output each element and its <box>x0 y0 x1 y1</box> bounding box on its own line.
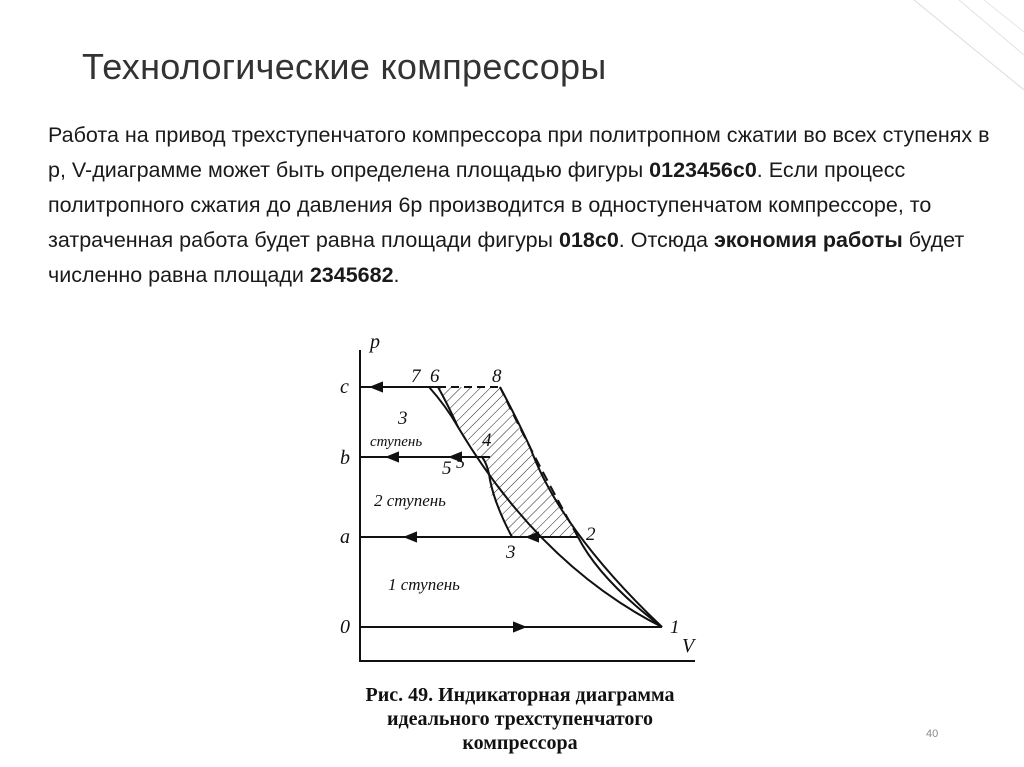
level-b: b <box>340 447 350 469</box>
point-7: 7 <box>411 366 421 387</box>
stage-1-label: 1 ступень <box>388 575 460 594</box>
caption-line-3: компрессора <box>462 732 578 754</box>
emphasis-work-savings: экономия работы <box>713 228 903 252</box>
figure-ref-2345682: 2345682 <box>309 263 394 287</box>
point-6: 6 <box>430 366 440 387</box>
point-2: 2 <box>586 524 596 545</box>
figure-ref-0123456c0: 0123456с0 <box>649 158 757 182</box>
caption-line-1: Рис. 49. Индикаторная диаграмма <box>365 684 675 706</box>
figure-ref-018c0: 018с0 <box>558 228 619 252</box>
point-5-secondary: 5 <box>456 452 465 472</box>
level-a: a <box>340 526 350 548</box>
body-text-part-1: Работа на привод трехступенчатого компрессора при политропном сжатии во всех ступенях в р, V-диаграмме может быть определена площадью фигуры <box>48 123 990 182</box>
body-text-part-4: будет численно равна площади <box>48 228 965 287</box>
level-0: 0 <box>340 616 350 638</box>
pv-indicator-diagram <box>330 330 730 657</box>
slide-number: 40 <box>926 728 939 740</box>
point-4: 4 <box>482 430 492 451</box>
slide-title: Технологические компрессоры <box>82 46 607 87</box>
stage-3-number: 3 <box>398 408 408 429</box>
point-5: 5 <box>442 458 452 479</box>
corner-decoration <box>874 0 1024 90</box>
body-text-part-3: . Отсюда <box>618 228 714 252</box>
level-c: c <box>340 376 349 398</box>
p-axis-label: p <box>370 331 380 353</box>
v-axis-label: V <box>682 635 695 657</box>
caption-line-2: идеального трехступенчатого <box>387 708 653 730</box>
body-text-part-2: . Если процесс политропного сжатия до давления 6р производится в одноступенчатом компрессоре, то затраченная работа будет равна площади фигуры <box>48 158 932 252</box>
stage-2-label: 2 ступень <box>374 491 446 510</box>
body-paragraph <box>48 118 998 293</box>
point-8: 8 <box>492 366 502 387</box>
figure-caption <box>300 683 740 755</box>
point-1: 1 <box>670 617 680 638</box>
stage-3-label: ступень <box>370 434 423 450</box>
body-text-part-5: . <box>393 263 400 287</box>
point-3: 3 <box>506 542 516 563</box>
